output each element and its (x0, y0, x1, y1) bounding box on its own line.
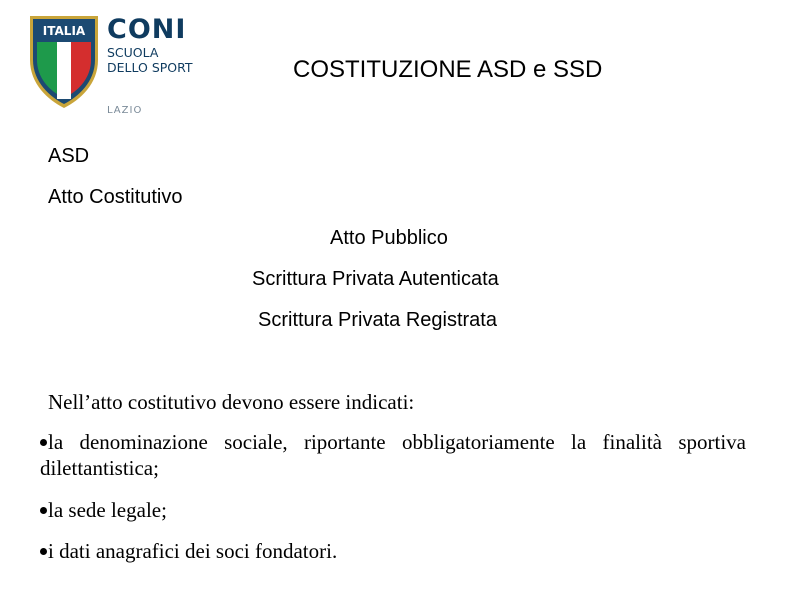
form-item: Scrittura Privata Registrata (258, 309, 497, 331)
bullet-icon (40, 439, 47, 446)
list-item (40, 429, 746, 481)
slide-title: COSTITUZIONE ASD e SSD (293, 56, 603, 83)
italia-shield-icon (24, 12, 104, 112)
subsection-heading: Atto Costitutivo (48, 186, 183, 208)
brand-line-1: SCUOLA (107, 45, 159, 60)
brand-line-2: DELLO SPORT (107, 60, 193, 75)
list-item-text: la sede legale; (48, 498, 167, 522)
section-heading: ASD (48, 145, 90, 167)
list-item-text: i dati anagrafici dei soci fondatori. (48, 539, 338, 563)
brand-block (107, 15, 227, 75)
form-item: Scrittura Privata Autenticata (252, 268, 499, 290)
brand-region: LAZIO (107, 105, 143, 116)
brand-name: CONI (107, 14, 187, 45)
list-item (40, 497, 746, 523)
coni-logo (24, 12, 224, 122)
intro-text: Nell’atto costitutivo devono essere indicati: (48, 390, 415, 414)
bullet-icon (40, 548, 47, 555)
form-item: Atto Pubblico (330, 227, 448, 249)
list-item (40, 538, 746, 564)
bullet-icon (40, 507, 47, 514)
list-item-text: la denominazione sociale, riportante obbligatoriamente la finalità sportiva dilettantistica; (40, 430, 746, 480)
shield-label: ITALIA (42, 24, 86, 38)
